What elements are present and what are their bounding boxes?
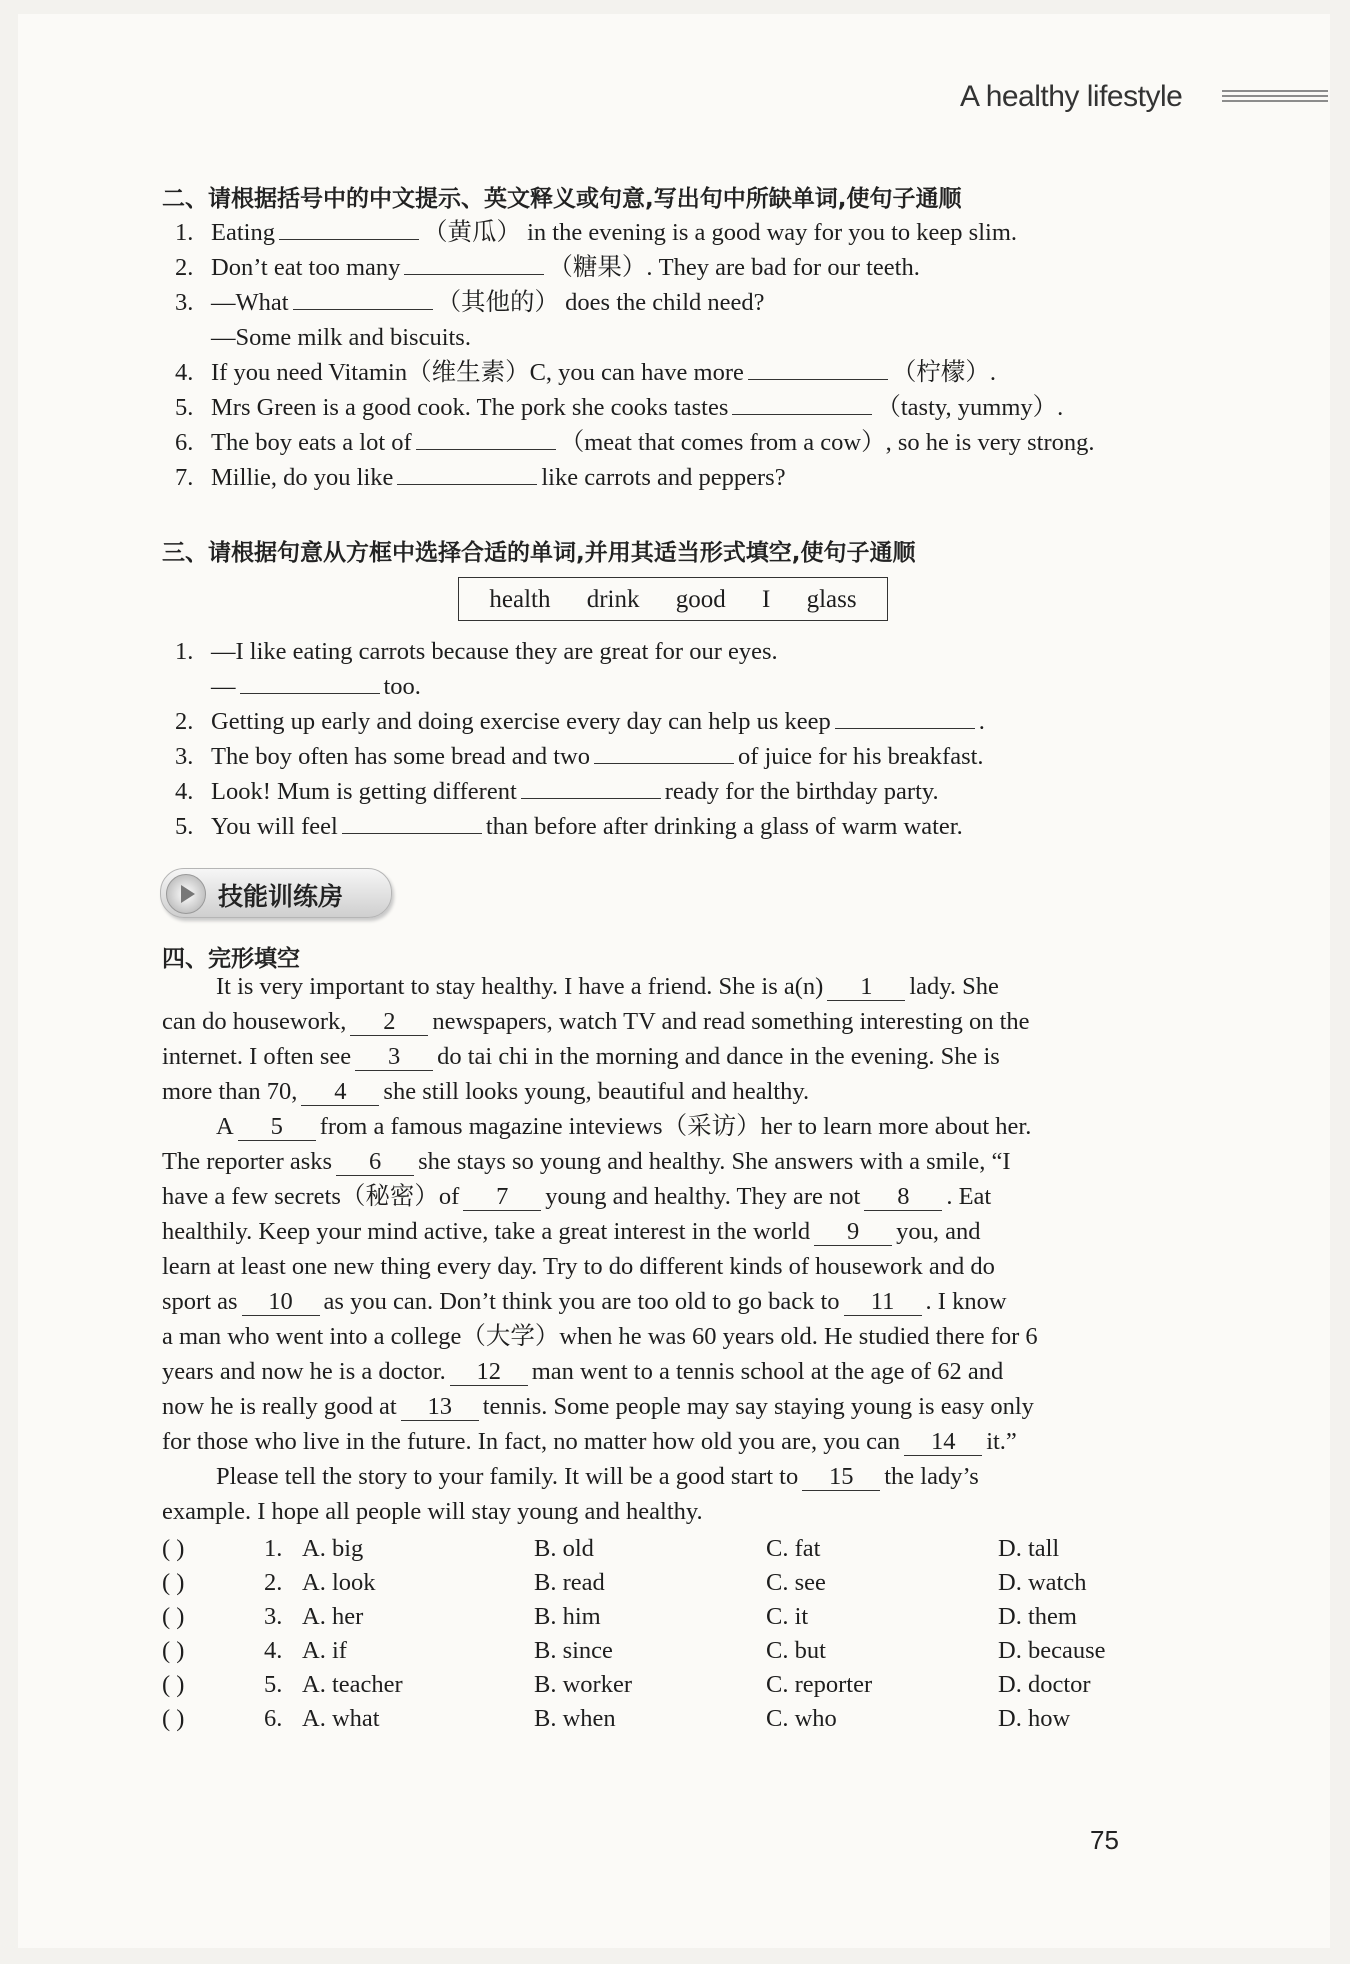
item-text-after: （meat that comes from a cow）, so he is very strong.	[559, 429, 1095, 456]
page-number: 75	[1090, 1825, 1119, 1855]
cloze-text: now he is really good at	[162, 1393, 397, 1420]
cloze-text: . I know	[925, 1288, 1007, 1315]
cloze-line	[162, 1074, 1192, 1109]
answer-paren[interactable]: ( )	[162, 1535, 185, 1562]
cloze-text: lady. She	[909, 973, 999, 1000]
option-b[interactable]: B. since	[534, 1637, 613, 1664]
item-number: 5.	[175, 394, 194, 421]
item-number: 5.	[175, 813, 194, 840]
section3-heading: 三、请根据句意从方框中选择合适的单词,并用其适当形式填空,使句子通顺	[162, 540, 916, 566]
option-number: 3.	[264, 1603, 283, 1630]
item-text-after: （黄瓜） in the evening is a good way for you to keep slim.	[422, 219, 1017, 246]
answer-paren[interactable]: ( )	[162, 1603, 185, 1630]
word-box	[458, 577, 888, 621]
cloze-blank[interactable]: 10	[242, 1289, 320, 1316]
cloze-blank[interactable]: 9	[814, 1219, 892, 1246]
cloze-text: years and now he is a doctor.	[162, 1358, 446, 1385]
cloze-line	[162, 1284, 1192, 1319]
cloze-line	[162, 969, 1246, 1004]
option-c[interactable]: C. who	[766, 1705, 837, 1732]
option-number: 6.	[264, 1705, 283, 1732]
item-text: If you need Vitamin（维生素）C, you can have more	[211, 359, 744, 386]
section2-heading: 二、请根据括号中的中文提示、英文释义或句意,写出句中所缺单词,使句子通顺	[162, 186, 962, 212]
item-number: 4.	[175, 359, 194, 386]
cloze-text: from a famous magazine inteviews（采访）her to learn more about her.	[319, 1113, 1032, 1140]
cloze-line	[162, 1039, 1192, 1074]
exercise-line	[175, 358, 996, 388]
exercise-line	[175, 218, 1017, 248]
exercise-line	[175, 288, 765, 318]
option-d[interactable]: D. doctor	[998, 1671, 1091, 1698]
item-text: Millie, do you like	[211, 464, 394, 491]
cloze-line	[162, 1319, 1192, 1354]
cloze-blank[interactable]: 5	[238, 1114, 316, 1141]
item-number: 1.	[175, 219, 194, 246]
item-text-after: than before after drinking a glass of warm water.	[485, 813, 963, 840]
header-decoration	[1222, 90, 1328, 108]
item-number: 3.	[175, 743, 194, 770]
cloze-text: The reporter asks	[162, 1148, 333, 1175]
exercise-line	[175, 707, 985, 737]
item-text: You will feel	[211, 813, 338, 840]
cloze-text: Please tell the story to your family. It will be a good start to	[216, 1463, 799, 1490]
cloze-text: internet. I often see	[162, 1043, 352, 1070]
item-text: —	[211, 673, 236, 700]
exercise-line	[175, 672, 421, 702]
skill-training-banner	[160, 868, 392, 918]
item-text: Look! Mum is getting different	[211, 778, 517, 805]
answer-paren[interactable]: ( )	[162, 1637, 185, 1664]
item-text: Getting up early and doing exercise every day can help us keep	[211, 708, 831, 735]
option-c[interactable]: C. see	[766, 1569, 826, 1596]
cloze-text: learn at least one new thing every day. Try to do different kinds of housework and do	[162, 1253, 995, 1280]
option-a[interactable]: A. big	[302, 1535, 364, 1562]
cloze-text: example. I hope all people will stay young and healthy.	[162, 1498, 703, 1525]
exercise-line	[175, 323, 471, 353]
answer-blank[interactable]	[416, 429, 556, 450]
cloze-text: as you can. Don’t think you are too old to go back to	[323, 1288, 840, 1315]
exercise-line	[175, 393, 1063, 423]
item-text: Mrs Green is a good cook. The pork she cooks tastes	[211, 394, 729, 421]
item-text-after: ready for the birthday party.	[664, 778, 939, 805]
option-b[interactable]: B. old	[534, 1535, 594, 1562]
option-number: 2.	[264, 1569, 283, 1596]
item-number: 2.	[175, 708, 194, 735]
answer-blank[interactable]	[748, 359, 888, 380]
cloze-text: it.”	[986, 1428, 1017, 1455]
play-icon	[166, 874, 206, 914]
answer-paren[interactable]: ( )	[162, 1671, 185, 1698]
option-a[interactable]: A. look	[302, 1569, 376, 1596]
cloze-blank[interactable]: 7	[463, 1184, 541, 1211]
cloze-blank[interactable]: 1	[827, 974, 905, 1001]
cloze-text: A	[216, 1113, 234, 1140]
cloze-text: she stays so young and healthy. She answers with a smile, “I	[418, 1148, 1011, 1175]
item-number: 1.	[175, 638, 194, 665]
cloze-line	[162, 1144, 1192, 1179]
exercise-line	[175, 812, 963, 842]
cloze-text: do tai chi in the morning and dance in the evening. She is	[437, 1043, 1000, 1070]
cloze-line	[162, 1389, 1192, 1424]
item-text: —What	[211, 289, 289, 316]
answer-blank[interactable]	[404, 254, 544, 275]
answer-paren[interactable]: ( )	[162, 1569, 185, 1596]
item-text: Don’t eat too many	[211, 254, 401, 281]
cloze-blank[interactable]: 14	[904, 1429, 982, 1456]
word-health: health	[489, 586, 551, 613]
option-d[interactable]: D. watch	[998, 1569, 1087, 1596]
exercise-line	[175, 463, 786, 493]
item-number: 6.	[175, 429, 194, 456]
cloze-text: the lady’s	[884, 1463, 979, 1490]
option-d[interactable]: D. because	[998, 1637, 1106, 1664]
cloze-line	[162, 1459, 1246, 1494]
item-text-after: （柠檬）.	[891, 359, 996, 386]
cloze-text: more than 70,	[162, 1078, 298, 1105]
item-text: The boy often has some bread and two	[211, 743, 590, 770]
cloze-text: . Eat	[946, 1183, 992, 1210]
cloze-text: newspapers, watch TV and read something interesting on the	[432, 1008, 1030, 1035]
item-text-after: too.	[383, 673, 421, 700]
page-header-title: A healthy lifestyle	[960, 80, 1183, 113]
item-text: The boy eats a lot of	[211, 429, 412, 456]
option-c[interactable]: C. reporter	[766, 1671, 873, 1698]
answer-blank[interactable]	[732, 394, 872, 415]
cloze-text: you, and	[896, 1218, 981, 1245]
word-drink: drink	[586, 586, 640, 613]
option-number: 4.	[264, 1637, 283, 1664]
item-number: 7.	[175, 464, 194, 491]
cloze-blank[interactable]: 15	[802, 1464, 880, 1491]
cloze-text: can do housework,	[162, 1008, 347, 1035]
option-d[interactable]: D. how	[998, 1705, 1071, 1732]
cloze-line	[162, 1004, 1192, 1039]
option-d[interactable]: D. tall	[998, 1535, 1060, 1562]
answer-blank[interactable]	[397, 464, 537, 485]
answer-blank[interactable]	[594, 743, 734, 764]
cloze-text: It is very important to stay healthy. I have a friend. She is a(n)	[216, 973, 824, 1000]
cloze-blank[interactable]: 2	[350, 1009, 428, 1036]
cloze-text: young and healthy. They are not	[545, 1183, 861, 1210]
cloze-line	[162, 1214, 1192, 1249]
cloze-blank[interactable]: 8	[864, 1184, 942, 1211]
item-text: Eating	[211, 219, 275, 246]
answer-blank[interactable]	[835, 708, 975, 729]
item-text-after: （其他的） does the child need?	[436, 289, 765, 316]
option-c[interactable]: C. fat	[766, 1535, 821, 1562]
cloze-blank[interactable]: 11	[844, 1289, 922, 1316]
exercise-line	[175, 253, 920, 283]
item-number: 4.	[175, 778, 194, 805]
option-a[interactable]: A. teacher	[302, 1671, 403, 1698]
answer-blank[interactable]	[240, 673, 380, 694]
cloze-line	[162, 1354, 1192, 1389]
option-a[interactable]: A. her	[302, 1603, 364, 1630]
cloze-text: a man who went into a college（大学）when he was 60 years old. He studied there for 6	[162, 1323, 1038, 1350]
option-a[interactable]: A. if	[302, 1637, 347, 1664]
option-b[interactable]: B. worker	[534, 1671, 632, 1698]
cloze-text: healthily. Keep your mind active, take a great interest in the world	[162, 1218, 811, 1245]
cloze-blank[interactable]: 12	[450, 1359, 528, 1386]
option-b[interactable]: B. him	[534, 1603, 601, 1630]
item-text: —Some milk and biscuits.	[211, 324, 471, 351]
item-text: —I like eating carrots because they are great for our eyes.	[211, 638, 778, 665]
item-number: 3.	[175, 289, 194, 316]
cloze-text: tennis. Some people may say staying young is easy only	[482, 1393, 1034, 1420]
cloze-line	[162, 1249, 1192, 1284]
item-text-after: .	[978, 708, 985, 735]
cloze-blank[interactable]: 6	[336, 1149, 414, 1176]
answer-blank[interactable]	[521, 778, 661, 799]
cloze-line	[162, 1179, 1192, 1214]
option-c[interactable]: C. it	[766, 1603, 809, 1630]
item-text-after: like carrots and peppers?	[541, 464, 786, 491]
cloze-line	[162, 1424, 1192, 1459]
word-i: I	[762, 586, 771, 613]
banner-label: 技能训练房	[218, 882, 344, 911]
cloze-text: for those who live in the future. In fact, no matter how old you are, you can	[162, 1428, 901, 1455]
cloze-text: man went to a tennis school at the age of 62 and	[531, 1358, 1004, 1385]
option-number: 1.	[264, 1535, 283, 1562]
option-b[interactable]: B. when	[534, 1705, 616, 1732]
exercise-line	[175, 637, 778, 667]
cloze-line	[162, 1109, 1246, 1144]
option-number: 5.	[264, 1671, 283, 1698]
cloze-blank[interactable]: 4	[301, 1079, 379, 1106]
cloze-text: have a few secrets（秘密）of	[162, 1183, 460, 1210]
answer-blank[interactable]	[279, 219, 419, 240]
answer-blank[interactable]	[342, 813, 482, 834]
answer-blank[interactable]	[293, 289, 433, 310]
word-good: good	[675, 586, 726, 613]
item-text-after: of juice for his breakfast.	[737, 743, 984, 770]
cloze-blank[interactable]: 13	[401, 1394, 479, 1421]
option-a[interactable]: A. what	[302, 1705, 380, 1732]
item-text-after: （tasty, yummy）.	[876, 394, 1064, 421]
cloze-blank[interactable]: 3	[355, 1044, 433, 1071]
option-d[interactable]: D. them	[998, 1603, 1077, 1630]
answer-paren[interactable]: ( )	[162, 1705, 185, 1732]
option-c[interactable]: C. but	[766, 1637, 826, 1664]
word-glass: glass	[806, 586, 857, 613]
exercise-line	[175, 777, 939, 807]
cloze-text: sport as	[162, 1288, 238, 1315]
cloze-line	[162, 1494, 1192, 1529]
cloze-text: she still looks young, beautiful and healthy.	[383, 1078, 810, 1105]
option-b[interactable]: B. read	[534, 1569, 605, 1596]
section4-heading: 四、完形填空	[162, 946, 300, 972]
exercise-line	[175, 742, 984, 772]
item-text-after: （糖果）. They are bad for our teeth.	[548, 254, 920, 281]
item-number: 2.	[175, 254, 194, 281]
exercise-line	[175, 428, 1095, 458]
